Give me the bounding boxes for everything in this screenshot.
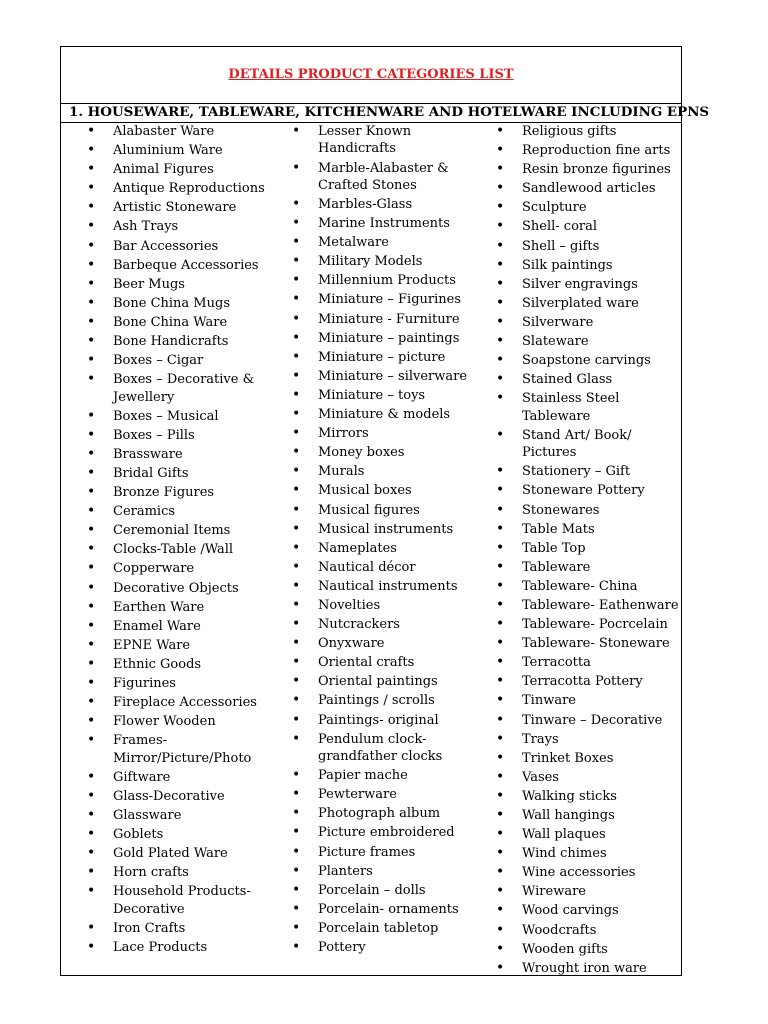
category-item: • Nautical instruments [290,578,490,595]
category-item: • Nutcrackers [290,616,490,633]
category-list-3 [494,123,682,977]
category-item: • Earthen Ware [85,599,285,616]
category-item: • Sculpture [494,199,682,216]
category-item: • Antique Reproductions [85,180,285,197]
category-item: • Picture frames [290,844,490,861]
category-column-2 [290,123,490,958]
category-item: • Oriental crafts [290,654,490,671]
category-item: • Shell – gifts [494,238,682,255]
category-item: • Walking sticks [494,788,682,805]
category-item: • Marble-Alabaster & Crafted Stones [290,160,490,195]
category-item: • Trays [494,731,682,748]
category-item: • Sandlewood articles [494,180,682,197]
category-item: • Millennium Products [290,272,490,289]
section-row [61,103,710,123]
category-item: • Murals [290,463,490,480]
category-item: • Boxes – Cigar [85,352,285,369]
category-item: • Woodcrafts [494,922,682,939]
category-item: • Bridal Gifts [85,465,285,482]
category-item: • Lesser Known Handicrafts [290,123,490,158]
category-item: • Shell- coral [494,218,682,235]
category-item: • Paintings / scrolls [290,692,490,709]
category-item: • Iron Crafts [85,920,285,937]
category-item: • Bone Handicrafts [85,333,285,350]
category-item: • Miniature & models [290,406,490,423]
category-item: • Stationery – Gift [494,463,682,480]
category-list-1 [85,123,285,956]
category-item: • Bone China Ware [85,314,285,331]
category-item: • Stonewares [494,502,682,519]
category-item: • Miniature – toys [290,387,490,404]
category-item: • Artistic Stoneware [85,199,285,216]
category-item: • Tableware- Stoneware [494,635,682,652]
category-item: • Photograph album [290,805,490,822]
category-item: • Wooden gifts [494,941,682,958]
category-item: • Miniature – paintings [290,330,490,347]
category-item: • Metalware [290,234,490,251]
category-item: • Oriental paintings [290,673,490,690]
category-item: • Planters [290,863,490,880]
category-item: • Bar Accessories [85,238,285,255]
category-item: • Tinware – Decorative [494,712,682,729]
category-item: • Figurines [85,675,285,692]
category-column-3 [494,123,682,979]
category-item: • Flower Wooden [85,713,285,730]
category-item: • Boxes – Pills [85,427,285,444]
category-item: • Alabaster Ware [85,123,285,140]
category-item: • Stoneware Pottery [494,482,682,499]
category-item: • Wind chimes [494,845,682,862]
category-item: • Ceramics [85,503,285,520]
category-item: • Bronze Figures [85,484,285,501]
category-item: • Wrought iron ware [494,960,682,977]
category-item: • Pendulum clock-grandfather clocks [290,731,490,766]
category-item: • Marbles-Glass [290,196,490,213]
category-item: • Military Models [290,253,490,270]
category-item: • Papier mache [290,767,490,784]
category-item: • Terracotta Pottery [494,673,682,690]
category-item: • Novelties [290,597,490,614]
category-item: • Reproduction fine arts [494,142,682,159]
category-item: • Tableware- Pocrcelain [494,616,682,633]
category-item: • Paintings- original [290,712,490,729]
category-item: • Ash Trays [85,218,285,235]
category-item: • Glassware [85,807,285,824]
category-item: • Picture embroidered [290,824,490,841]
category-item: • Terracotta [494,654,682,671]
category-item: • Onyxware [290,635,490,652]
category-item: • Porcelain – dolls [290,882,490,899]
category-item: • Bone China Mugs [85,295,285,312]
category-item: • Marine Instruments [290,215,490,232]
category-item: • Beer Mugs [85,276,285,293]
category-item: • Clocks-Table /Wall [85,541,285,558]
category-item: • Brassware [85,446,285,463]
category-item: • Nautical décor [290,559,490,576]
category-table [60,46,710,976]
category-item: • Lace Products [85,939,285,956]
category-item: • Money boxes [290,444,490,461]
category-item: • Copperware [85,560,285,577]
category-list-2 [290,123,490,956]
title-row [61,47,681,104]
category-item: • Boxes – Decorative & Jewellery [85,371,285,406]
document-title: DETAILS PRODUCT CATEGORIES LIST [228,67,514,82]
category-item: • Tableware- Eathenware [494,597,682,614]
category-item: • Resin bronze figurines [494,161,682,178]
category-item: • Frames-Mirror/Picture/Photo [85,732,285,767]
category-item: • Stainless Steel Tableware [494,390,682,425]
category-item: • Pottery [290,939,490,956]
category-item: • Silverware [494,314,682,331]
category-item: • Gold Plated Ware [85,845,285,862]
category-item: • Boxes – Musical [85,408,285,425]
category-item: • Wall hangings [494,807,682,824]
category-item: • Pewterware [290,786,490,803]
category-item: • Decorative Objects [85,580,285,597]
category-item: • Slateware [494,333,682,350]
category-item: • Fireplace Accessories [85,694,285,711]
category-column-1 [85,123,285,958]
category-item: • Horn crafts [85,864,285,881]
category-item: • Stand Art/ Book/ Pictures [494,427,682,462]
category-item: • Silverplated ware [494,295,682,312]
category-item: • Porcelain- ornaments [290,901,490,918]
category-item: • Porcelain tabletop [290,920,490,937]
category-item: • Ceremonial Items [85,522,285,539]
category-item: • EPNE Ware [85,637,285,654]
category-item: • Table Mats [494,521,682,538]
category-item: • Wireware [494,883,682,900]
category-item: • Aluminium Ware [85,142,285,159]
category-item: • Nameplates [290,540,490,557]
category-item: • Wall plaques [494,826,682,843]
category-item: • Musical boxes [290,482,490,499]
category-item: • Wood carvings [494,902,682,919]
category-item: • Glass-Decorative [85,788,285,805]
category-item: • Giftware [85,769,285,786]
category-item: • Tableware [494,559,682,576]
category-item: • Enamel Ware [85,618,285,635]
category-item: • Household Products-Decorative [85,883,285,918]
category-item: • Barbeque Accessories [85,257,285,274]
category-item: • Miniature – picture [290,349,490,366]
category-item: • Stained Glass [494,371,682,388]
category-item: • Miniature - Furniture [290,311,490,328]
category-item: • Table Top [494,540,682,557]
category-item: • Tableware- China [494,578,682,595]
category-item: • Goblets [85,826,285,843]
category-item: • Wine accessories [494,864,682,881]
category-item: • Ethnic Goods [85,656,285,673]
category-item: • Musical instruments [290,521,490,538]
section-heading: 1. HOUSEWARE, TABLEWARE, KITCHENWARE AND HOTELWARE INCLUDING EPNS [69,104,710,120]
category-item: • Miniature – Figurines [290,291,490,308]
category-item: • Animal Figures [85,161,285,178]
category-item: • Trinket Boxes [494,750,682,767]
category-item: • Vases [494,769,682,786]
category-item: • Mirrors [290,425,490,442]
category-item: • Tinware [494,692,682,709]
category-item: • Religious gifts [494,123,682,140]
category-item: • Silk paintings [494,257,682,274]
category-item: • Miniature – silverware [290,368,490,385]
category-item: • Silver engravings [494,276,682,293]
category-columns [61,123,681,975]
category-item: • Musical figures [290,502,490,519]
category-item: • Soapstone carvings [494,352,682,369]
